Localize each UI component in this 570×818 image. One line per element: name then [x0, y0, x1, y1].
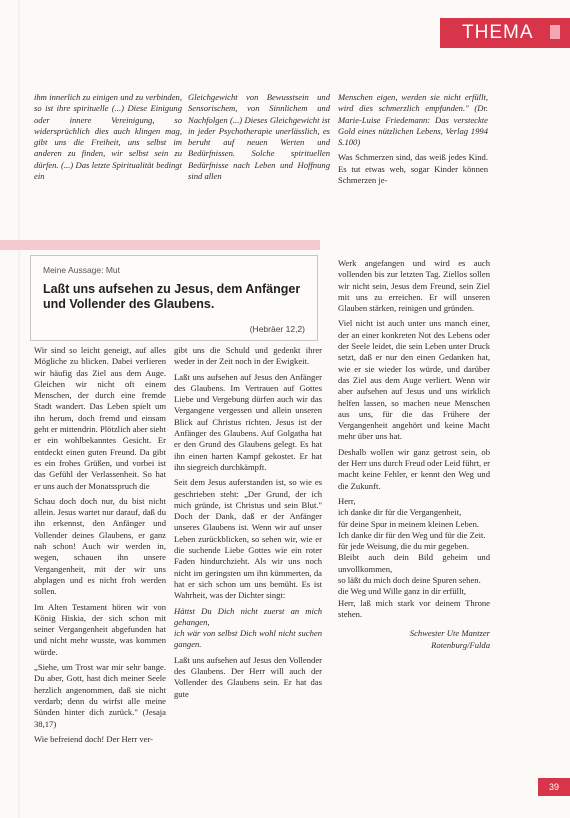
paragraph: „Siehe, um Trost war mir sehr bange. Du aber, Gott, hast dich meiner Seele herzlich angenommen, daß sie nicht verdarb; denn du wirfst alle meine Sünden hinter dich zurück." (Jesaja 38,17) [34, 662, 166, 729]
paragraph: Seit dem Jesus auferstanden ist, so wie es geschrieben steht: „Der Grund, der ich mich gründe, ist Christus und sein Blut." Doch der Dank, daß er der Anfänger unseres Glaubens ist. Wenn wir auf unser Leben zurückblicken, so sehen wir, wie er die suchende Liebe Gottes wie ein roter Faden hindurchzieht. Als wir uns noch nicht im geringsten um ihn kümmerten, da hat er sich schon um uns bemüht. Es ist Wahrheit, was der Dichter singt: [174, 477, 322, 601]
article-column-1 [34, 345, 166, 749]
bible-reference: (Hebräer 12,2) [249, 324, 305, 334]
prayer-line: Herr, [338, 495, 356, 506]
poem-line: Hättst Du Dich nicht zuerst an mich gehangen, [174, 605, 322, 627]
top-col3-text: Was Schmerzen sind, das weiß jedes Kind. Es tut etwas weh, sogar Kinder können Schmerzen je- [338, 152, 488, 186]
paragraph: Werk angefangen und wird es auch vollenden bis zur letzten Tag. Ziellos sollen wir nicht sein, Jesus dem Freund, sein Ziel mit uns zu erreichen. Er will unseren Glauben stärken, reinigen und gründen. [338, 258, 490, 314]
prayer-line: für deine Spur in meinem kleinen Leben. [338, 518, 480, 529]
prayer-line: Herr, laß mich stark vor deinem Throne stehen. [338, 597, 490, 619]
top-col3-quote: Menschen eigen, werden sie nicht erfüllt, wird dies schmerzlich empfunden." (Dr. Marie-Luise Friedemann: Das versteckte Gold eines nützlichen Lebens, Verlag 1994 S.100) [338, 92, 488, 148]
page-number: 39 [538, 778, 570, 796]
paragraph: Schau doch doch nur, du bist nicht allein. Jesus wartet nur darauf, daß du ihn erkennst, den Anfänger und Vollender deines Glaubens, er ganz nah schon! Auch wir werden in, wegen, schauen ihn unsere Vergangenheit, mit der wir uns abplagen und es nicht froh werden sollen. [34, 495, 166, 597]
top-col2-text: Gleichgewicht von Bewusstsein und Sensorischem, von Sinnlichem und Nachfolgen (...) Dieses Gleichgewicht ist in jeder Psychotherapie unerlässlich, es beruht auf neuen Werten und Bedürfnissen. Solche spirituellen Bedürfnisse nach Leben und Hoffnung sind allen [188, 92, 330, 182]
paragraph: Deshalb wollen wir ganz getrost sein, ob der Herr uns durch Freud oder Leid führt, er macht keine Fehler, er kennt den Weg und die Zukunft. [338, 446, 491, 491]
header-marker [550, 25, 560, 39]
top-col1-text: ihm innerlich zu einigen und zu verbinden, so ist ihre spirituelle (...) Diese Einigung oder innere Vereinigung, so widersprüchlich dies auch klingen mag, gibt uns die Freiheit, uns selbst im anderen zu finden, wir selbst sein zu dürfen. (...) Das letzte Spiritualität bedingt ein [34, 92, 182, 182]
prayer-line: die Weg und Wille ganz in dir erfüllt, [338, 586, 466, 597]
prayer-line: so läßt du mich doch deine Spuren sehen. [338, 575, 481, 586]
paragraph: Im Alten Testament hören wir von König Hiskia, der sich schon mit seiner Vergangenheit abgefunden hat und nicht mehr wusste, was kommen würde. [34, 601, 166, 657]
paragraph: Wir sind so leicht geneigt, auf alles Mögliche zu blicken. Dabei verlieren wir häufig das Ziel aus dem Auge. Gleichen wir nicht oft einem Menschen, der durch eine fremde Stadt wandert. Das Leben spielt um ihn herum, doch fremd und einsam geht er mittendrin. Plötzlich aber sieht er ein wohlbekanntes Gesicht. Er entdeckt einen guten Freund. Da gibt es ein frohes Grüßen, und vorbei ist das Gefühl der Verlassenheit. So hat er uns auch der Monatsspruch die [34, 345, 166, 491]
article-column-2 [174, 345, 322, 704]
prayer-line: für jede Weisung, die du mir gegeben. [338, 541, 469, 552]
paragraph: Wie befreiend doch! Der Herr ver- [34, 733, 154, 744]
binding-shadow [18, 0, 21, 818]
prayer-line: ich danke dir für die Vergangenheit, [338, 507, 462, 518]
top-column-2 [188, 92, 330, 186]
article-title-box [30, 255, 318, 341]
author-location: Rotenburg/Fulda [431, 639, 490, 650]
author-signature: Schwester Ute Mantzer [409, 628, 490, 639]
article-title: Laßt uns aufsehen zu Jesus, dem Anfänger und Vollender des Glaubens. [43, 282, 301, 311]
prayer-line: Ich danke dir für den Weg und für die Zeit. [338, 529, 486, 540]
paragraph: Laßt uns aufsehen auf Jesus den Vollender des Glaubens. Der Herr will auch der Vollender des Glaubens sein. Er hat das gute [174, 654, 322, 699]
paragraph: gibt uns die Schuld und gedenkt ihrer weder in der Zeit noch in der Ewigkeit. [174, 345, 322, 367]
article-column-3 [338, 258, 490, 655]
poem-line: ich wär von selbst Dich wohl nicht suchen gangen. [174, 628, 322, 650]
top-column-1 [34, 92, 182, 186]
paragraph: Laßt uns aufsehen auf Jesus den Anfänger des Glaubens. Im Vertrauen auf Gottes Liebe und Vergebung dürfen auch wir das Vergangene vergessen und allein unseren Blick auf Christus richten. Jesus ist der Anfänger des Glaubens. Auf Golgatha hat er den Grund des Glaubens gelegt. Es hat ihn einen harten Kampf gekostet. Er hat ihn siegreich durchkämpft. [174, 371, 322, 472]
paragraph: Viel nicht ist auch unter uns manch einer, der an einer konkreten Not des Lebens oder der Seele leidet, die sein Leben unter Druck setzt, daß er nur den einen Gedanken hat, wie er sie wieder los würde, und darüber das Ziel aus dem Auge verliert. Wenn wir aber aufsehen auf Jesus und uns wirklich helfen lassen, so machen neue Menschen aus uns, für die das Frühere der Vergangenheit angehört und keine Macht mehr über uns hat. [338, 318, 490, 442]
section-header [440, 18, 570, 48]
accent-band [0, 240, 320, 250]
section-title: THEMA [462, 22, 534, 43]
article-kicker: Meine Aussage: Mut [43, 265, 121, 275]
prayer-line: Bleibt auch dein Bild geheim und unvollkommen, [338, 552, 490, 574]
top-column-3 [338, 92, 488, 190]
